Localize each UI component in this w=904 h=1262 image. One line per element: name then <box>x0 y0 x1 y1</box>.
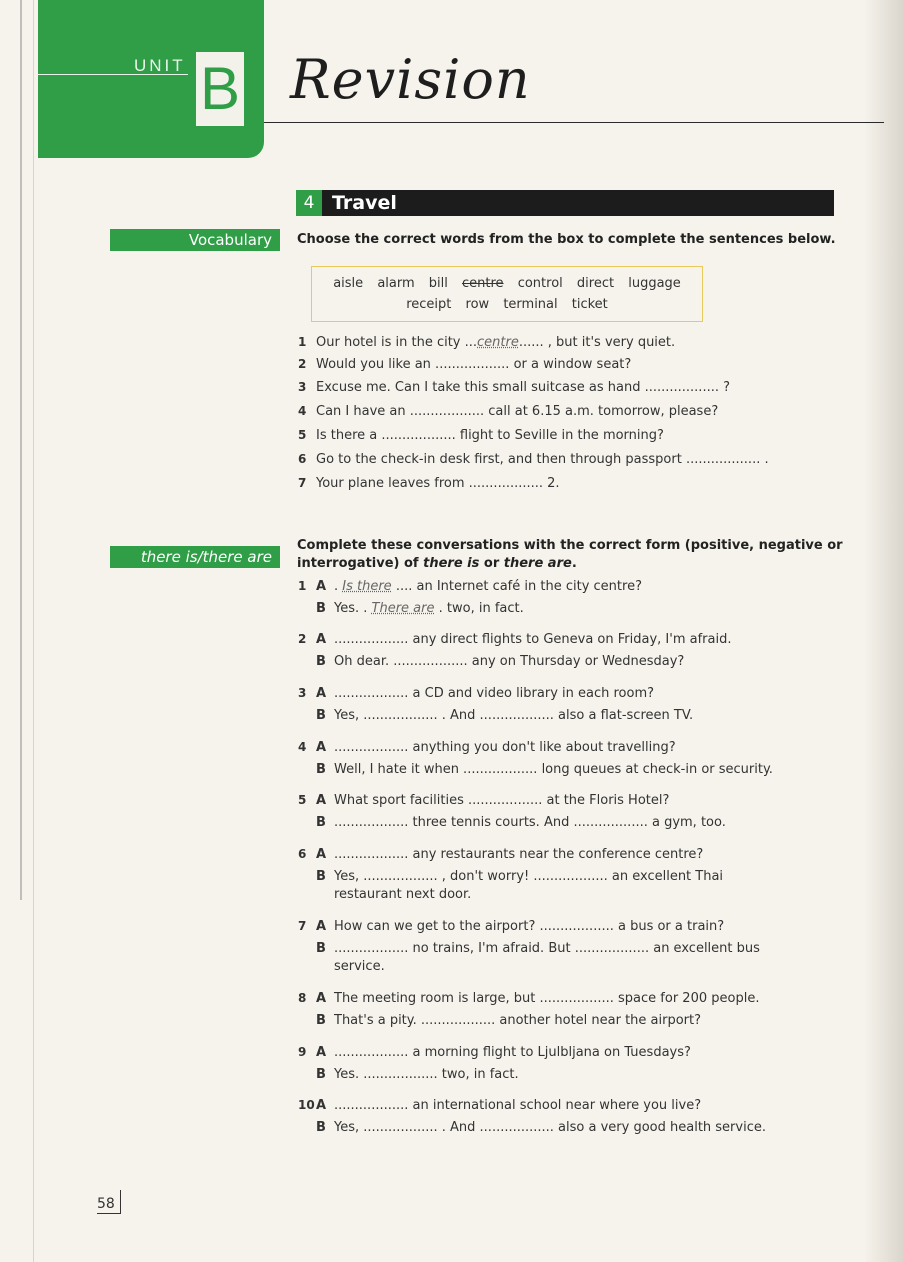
item-number: 3 <box>298 686 307 700</box>
line-b-continued: restaurant next door. <box>334 887 472 902</box>
speaker-a: A <box>316 1045 327 1060</box>
item-number: 1 <box>298 335 307 349</box>
line-a <box>298 1096 766 1115</box>
title-rule <box>264 122 884 123</box>
instruction-line <box>297 555 843 573</box>
line-a <box>298 1043 691 1062</box>
line-text: The meeting room is large, but .................. space for 200 people. <box>334 991 760 1006</box>
handwritten-answer: Is there <box>342 579 392 594</box>
line-text: Yes, .................. . And .................. also a flat-screen TV. <box>334 708 694 723</box>
conversation <box>298 1043 691 1084</box>
line-b <box>298 761 773 779</box>
item-number: 5 <box>298 428 307 442</box>
conversation <box>298 1096 766 1137</box>
item-text: Can I have an .................. call at 6.15 a.m. tomorrow, please? <box>316 404 719 419</box>
line-text: .................. anything you don't like about travelling? <box>334 740 676 755</box>
line-b <box>298 940 760 958</box>
conversation <box>298 917 760 976</box>
line-text: .................. no trains, I'm afraid. But .................. an excellent bus <box>334 941 760 956</box>
instruction-text: interrogative) of <box>297 556 424 571</box>
line-b <box>298 600 642 618</box>
handwritten-answer: There are <box>371 601 435 616</box>
word-box-word: receipt <box>406 297 452 312</box>
speaker-b: B <box>316 654 326 669</box>
speaker-b: B <box>316 1067 326 1082</box>
instruction-line: Complete these conversations with the correct form (positive, negative or <box>297 538 843 553</box>
speaker-b: B <box>316 762 326 777</box>
speaker-a: A <box>316 991 327 1006</box>
line-a <box>298 917 760 936</box>
line-b-continued: service. <box>334 959 385 974</box>
line-text: . <box>334 579 343 594</box>
instruction-text: . <box>571 556 577 571</box>
speaker-b: B <box>316 601 326 616</box>
page-title: Revision <box>290 48 531 111</box>
item-number: 4 <box>298 404 307 418</box>
unit-word: UNIT <box>134 56 186 75</box>
item-text: ...... , but it's very quiet. <box>518 335 676 350</box>
line-b <box>298 1012 759 1030</box>
speaker-a: A <box>316 793 327 808</box>
line-text: Yes. .................. two, in fact. <box>334 1067 519 1082</box>
item-number: 5 <box>298 793 307 807</box>
vocabulary-instruction: Choose the correct words from the box to complete the sentences below. <box>297 232 836 247</box>
line-text: .................. any direct flights to Geneva on Friday, I'm afraid. <box>334 632 732 647</box>
item-number: 2 <box>298 357 307 371</box>
line-a <box>298 791 726 810</box>
item-number: 4 <box>298 740 307 754</box>
word-box-word: control <box>517 276 563 291</box>
section-title: Travel <box>332 192 397 214</box>
line-a <box>298 989 759 1008</box>
word-box-word-crossed: centre <box>462 276 504 291</box>
vocab-item <box>298 355 631 374</box>
vocab-item <box>298 426 664 445</box>
line-b <box>298 814 726 832</box>
speaker-b: B <box>316 869 326 884</box>
word-box-line-2 <box>312 294 702 315</box>
line-text: .................. three tennis courts. And .................. a gym, too. <box>334 815 726 830</box>
item-number: 3 <box>298 380 307 394</box>
speaker-a: A <box>316 740 327 755</box>
line-text: Yes. . <box>334 601 372 616</box>
speaker-a: A <box>316 919 327 934</box>
line-b <box>298 653 731 671</box>
line-a <box>298 577 642 596</box>
speaker-a: A <box>316 847 327 862</box>
conversation <box>298 791 726 832</box>
grammar-label: there is/there are <box>110 546 280 568</box>
item-number: 6 <box>298 847 307 861</box>
line-text: Yes, .................. , don't worry! .................. an excellent Thai <box>334 869 724 884</box>
word-box <box>311 266 703 322</box>
speaker-a: A <box>316 579 327 594</box>
speaker-b: B <box>316 1120 326 1135</box>
line-a <box>298 845 723 864</box>
section-header <box>296 190 834 216</box>
speaker-b: B <box>316 941 326 956</box>
vocab-item <box>298 450 769 469</box>
word-box-word: direct <box>576 276 615 291</box>
item-text: Excuse me. Can I take this small suitcase as hand .................. ? <box>316 380 731 395</box>
conversation <box>298 989 759 1030</box>
line-b <box>298 868 723 886</box>
instruction-emphasis: there is <box>423 556 480 571</box>
conversation <box>298 845 723 904</box>
word-box-word: alarm <box>377 276 415 291</box>
line-b <box>298 1066 691 1084</box>
item-text: Our hotel is in the city ... <box>316 335 478 350</box>
line-text: .................. an international school near where you live? <box>334 1098 702 1113</box>
item-number: 7 <box>298 476 307 490</box>
item-number: 8 <box>298 991 307 1005</box>
line-text: .... an Internet café in the city centre? <box>391 579 642 594</box>
conversation <box>298 577 642 618</box>
word-box-word: terminal <box>503 297 558 312</box>
word-box-word: luggage <box>628 276 681 291</box>
section-number: 4 <box>296 190 322 216</box>
grammar-instruction <box>297 537 843 573</box>
speaker-a: A <box>316 632 327 647</box>
item-text: Go to the check-in desk first, and then through passport .................. . <box>316 452 769 467</box>
item-number: 9 <box>298 1045 307 1059</box>
vocab-item <box>298 333 675 352</box>
item-text: Is there a .................. flight to Seville in the morning? <box>316 428 664 443</box>
vocab-item <box>298 402 718 421</box>
word-box-line-1 <box>312 273 702 294</box>
line-text: .................. any restaurants near the conference centre? <box>334 847 704 862</box>
item-number: 6 <box>298 452 307 466</box>
line-text: What sport facilities .................. at the Floris Hotel? <box>334 793 670 808</box>
page-edge-shadow <box>864 0 904 1262</box>
item-number: 1 <box>298 579 307 593</box>
conversation <box>298 630 731 671</box>
line-text: . two, in fact. <box>434 601 524 616</box>
line-a <box>298 684 693 703</box>
speaker-b: B <box>316 815 326 830</box>
item-number: 7 <box>298 919 307 933</box>
line-b <box>298 707 693 725</box>
vocabulary-label: Vocabulary <box>110 229 280 251</box>
instruction-text: or <box>479 556 504 571</box>
line-text: .................. a CD and video library in each room? <box>334 686 655 701</box>
word-box-word: bill <box>428 276 448 291</box>
page-number-bracket <box>120 1190 121 1214</box>
vocab-item <box>298 474 560 493</box>
instruction-emphasis: there are <box>503 556 572 571</box>
vocab-item <box>298 378 730 397</box>
line-a <box>298 738 773 757</box>
speaker-a: A <box>316 1098 327 1113</box>
word-box-word: ticket <box>571 297 608 312</box>
line-text: .................. a morning flight to Ljulbljana on Tuesdays? <box>334 1045 691 1060</box>
speaker-b: B <box>316 708 326 723</box>
item-text: Would you like an .................. or a window seat? <box>316 357 632 372</box>
unit-letter: B <box>196 52 244 126</box>
speaker-a: A <box>316 686 327 701</box>
item-number: 2 <box>298 632 307 646</box>
line-text: Yes, .................. . And .................. also a very good health service. <box>334 1120 766 1135</box>
line-text: That's a pity. .................. another hotel near the airport? <box>334 1013 702 1028</box>
conversation <box>298 684 693 725</box>
line-text: How can we get to the airport? .................. a bus or a train? <box>334 919 725 934</box>
conversation <box>298 738 773 779</box>
page-binding-line <box>20 0 22 900</box>
page-number: 58 <box>97 1196 121 1214</box>
handwritten-answer: centre <box>477 335 519 350</box>
line-text: Oh dear. .................. any on Thursday or Wednesday? <box>334 654 685 669</box>
line-b <box>298 1119 766 1137</box>
item-text: Your plane leaves from .................. 2. <box>316 476 560 491</box>
speaker-b: B <box>316 1013 326 1028</box>
line-text: Well, I hate it when .................. long queues at check-in or security. <box>334 762 773 777</box>
word-box-word: aisle <box>333 276 364 291</box>
page-binding-line <box>33 0 34 1262</box>
line-a <box>298 630 731 649</box>
item-number: 10 <box>298 1098 315 1112</box>
word-box-word: row <box>465 297 490 312</box>
